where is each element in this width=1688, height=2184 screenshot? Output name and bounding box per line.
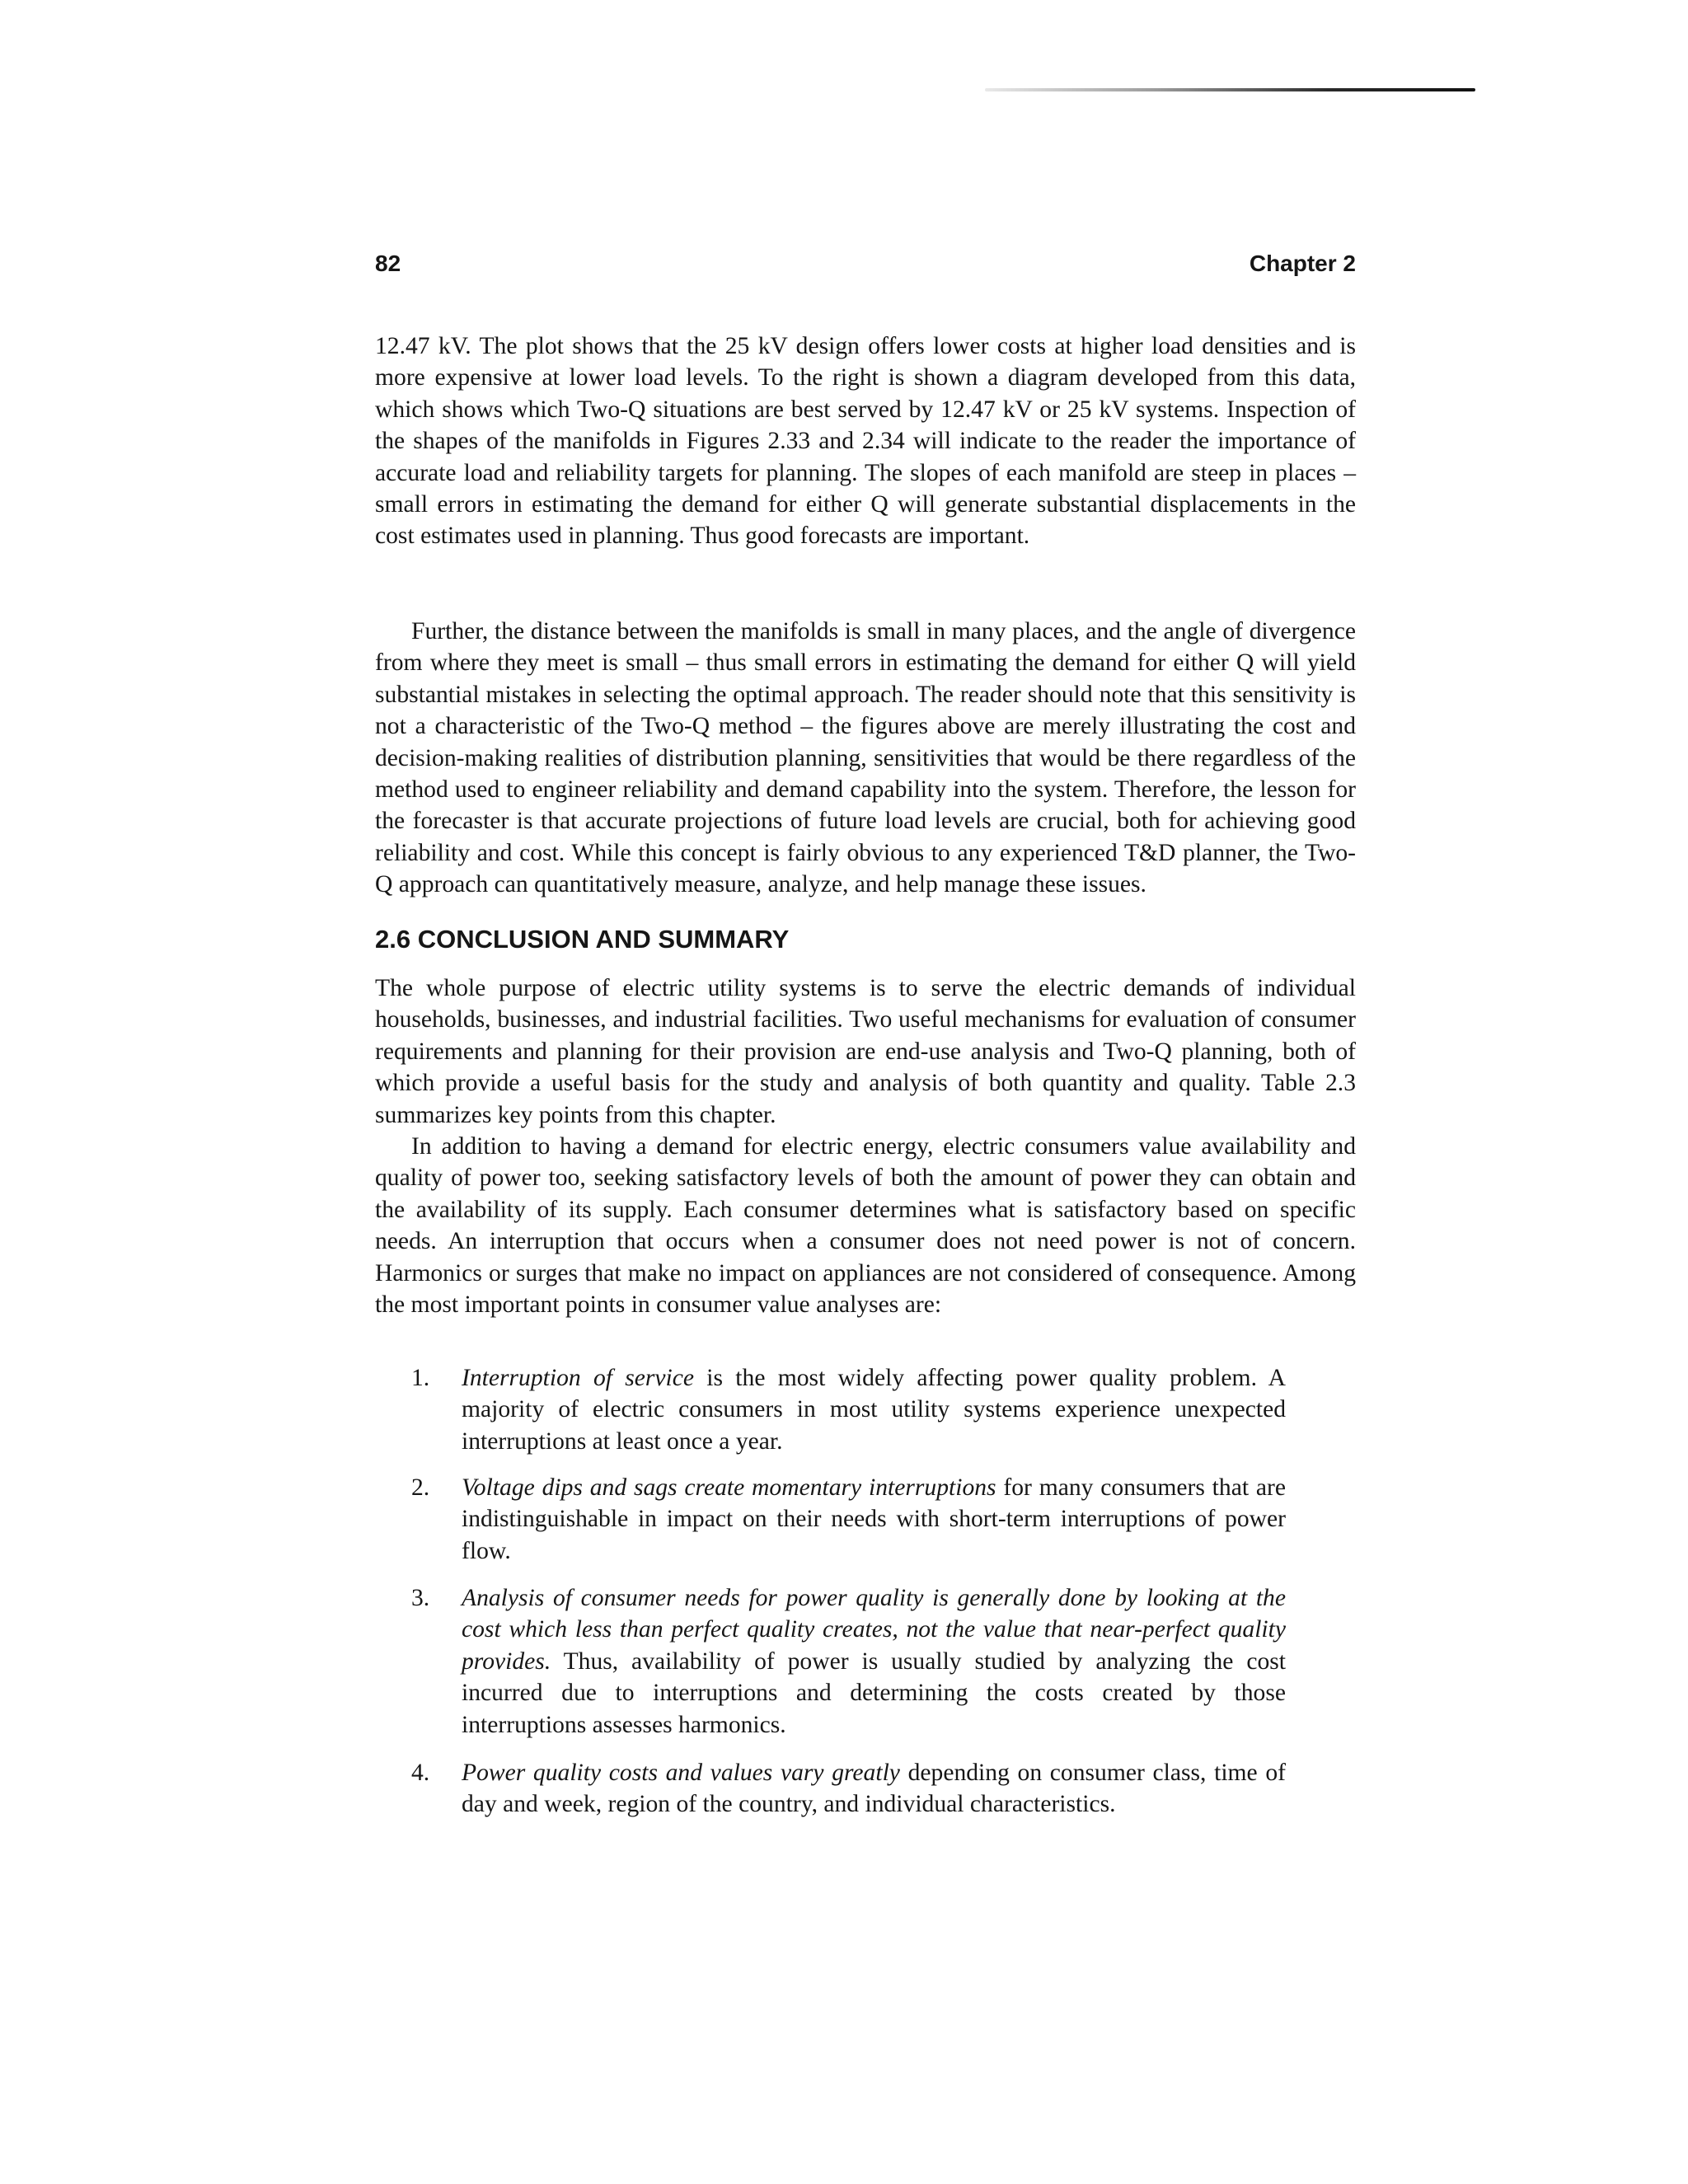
paragraph-4: In addition to having a demand for electric energy, electric consumers value availability and quality of power too, seeking satisfactory levels of both the amount of power they can obtain and the availability of its supply. Each consumer determines what is satisfactory based on specific needs. An interruption that occurs when a consumer does not need power is not of concern. Harmonics or surges that make no impact on appliances are not considered of consequence. Among the most important points in consumer value analyses are: (375, 1133, 1356, 1319)
list-number: 2. (411, 1474, 430, 1501)
paragraph-2: Further, the distance between the manifolds is small in many places, and the angle of divergence from where they meet is small – thus small errors in estimating the demand for either Q will yield substantial mistakes in selecting the optimal approach. The reader should note that this sensitivity is not a characteristic of the Two-Q method – the figures above are merely illustrating the cost and decision-making realities of distribution planning, sensitivities that would be there regardless of the method used to engineer reliability and demand capability into the system. Therefore, the lesson for the forecaster is that accurate projections of future load levels are crucial, both for achieving good reliability and cost. While this concept is fairly obvious to any experienced T&D planner, the Two-Q approach can quantitatively measure, analyze, and help manage these issues. (375, 618, 1356, 898)
list-emphasis: Voltage dips and sags create momentary interruptions (462, 1474, 996, 1501)
list-number: 3. (411, 1585, 430, 1611)
list-body: Thus, availability of power is usually studied by analyzing the cost incurred due to interruptions and determining the costs created by those interruptions assesses harmonics. (462, 1647, 1286, 1738)
list-body: depending on consumer class, time of day and week, region of the country, and individual characteristics. (462, 1760, 1287, 1818)
list-text (462, 1362, 1286, 1457)
section-heading: 2.6 CONCLUSION AND SUMMARY (375, 925, 790, 954)
paragraph-1: 12.47 kV. The plot shows that the 25 kV design offers lower costs at higher load densities and is more expensive at lower load levels. To the right is shown a diagram developed from this data, which shows which Two-Q situations are best served by 12.47 kV or 25 kV systems. Inspection of the shapes of the manifolds in Figures 2.33 and 2.34 will indicate to the reader the importance of accurate load and reliability targets for planning. The slopes of each manifold are steep in places – small errors in estimating the demand for either Q will generate substantial displacements in the cost estimates used in planning. Thus good forecasts are important. (375, 333, 1356, 550)
list-emphasis: Interruption of service (462, 1365, 695, 1391)
list-emphasis: Power quality costs and values vary greatly (462, 1760, 900, 1786)
list-body: for many consumers that are indistinguishable in impact on their needs with short-term interruptions of power flow. (462, 1474, 1286, 1564)
page-number: 82 (375, 251, 401, 276)
list-text (462, 1757, 1286, 1821)
list-text (462, 1472, 1286, 1567)
list-number: 4. (411, 1760, 430, 1786)
paragraph-3: The whole purpose of electric utility systems is to serve the electric demands of individual households, businesses, and industrial facilities. Two useful mechanisms for evaluation of consumer requirements and planning for their provision are end-use analysis and Two-Q planning, both of which provide a useful basis for the study and analysis of both quantity and quality. Table 2.3 summarizes key points from this chapter. (375, 975, 1356, 1128)
chapter-label: Chapter 2 (1249, 251, 1356, 276)
list-text (462, 1582, 1286, 1741)
top-rule (985, 88, 1475, 91)
list-body: is the most widely affecting power quality problem. A majority of electric consumers in most utility systems experience unexpected interruptions at least once a year. (462, 1365, 1286, 1455)
list-number: 1. (411, 1365, 430, 1391)
list-emphasis: Analysis of consumer needs for power quality is generally done by looking at the cost which less than perfect quality creates, not the value that near-perfect quality provides. (462, 1585, 1286, 1675)
